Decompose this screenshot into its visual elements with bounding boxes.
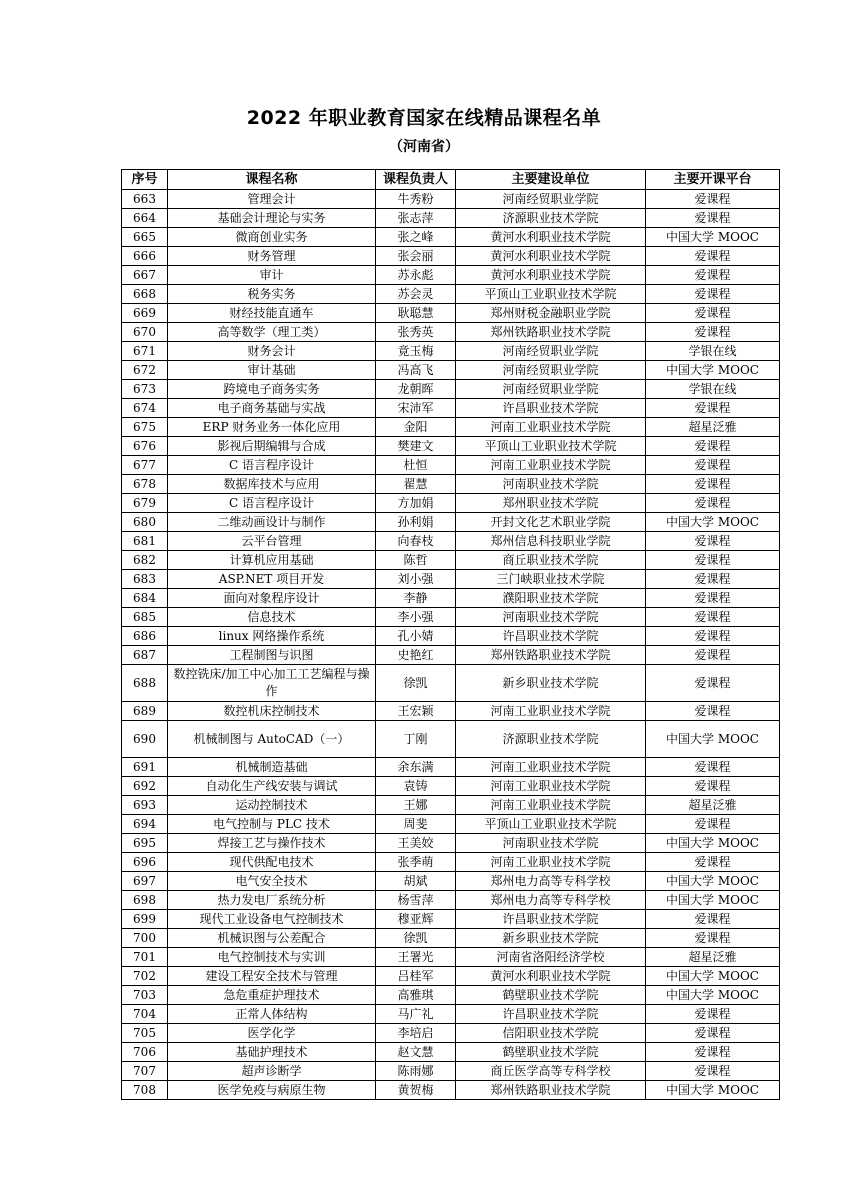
table-row: [122, 399, 780, 418]
cell-platform: 爱课程: [646, 266, 780, 285]
cell-course-lead: 史艳红: [376, 646, 456, 665]
cell-institution: 许昌职业技术学院: [456, 399, 646, 418]
cell-institution: 三门峡职业技术学院: [456, 570, 646, 589]
cell-institution: 开封文化艺术职业学院: [456, 513, 646, 532]
cell-course-lead: 丁刚: [376, 721, 456, 758]
cell-course-name: 电气控制与 PLC 技术: [168, 815, 376, 834]
table-row: [122, 475, 780, 494]
cell-institution: 黄河水利职业技术学院: [456, 247, 646, 266]
table-row: [122, 532, 780, 551]
table-row: [122, 266, 780, 285]
cell-institution: 济源职业技术学院: [456, 721, 646, 758]
cell-institution: 平顶山工业职业技术学院: [456, 285, 646, 304]
cell-index: 679: [122, 494, 168, 513]
cell-index: 700: [122, 929, 168, 948]
table-row: [122, 646, 780, 665]
cell-course-lead: 徐凯: [376, 665, 456, 702]
header-index: 序号: [122, 170, 168, 190]
table-row: [122, 304, 780, 323]
cell-course-lead: 张季萌: [376, 853, 456, 872]
cell-course-name: 财务管理: [168, 247, 376, 266]
cell-course-name: 高等数学（理工类）: [168, 323, 376, 342]
cell-platform: 爱课程: [646, 665, 780, 702]
cell-index: 682: [122, 551, 168, 570]
cell-platform: 爱课程: [646, 777, 780, 796]
cell-index: 671: [122, 342, 168, 361]
cell-course-name: 医学免疫与病原生物: [168, 1081, 376, 1100]
table-row: [122, 834, 780, 853]
cell-index: 690: [122, 721, 168, 758]
table-row: [122, 418, 780, 437]
cell-institution: 黄河水利职业技术学院: [456, 967, 646, 986]
cell-platform: 爱课程: [646, 1024, 780, 1043]
table-row: [122, 608, 780, 627]
cell-course-lead: 龙朝晖: [376, 380, 456, 399]
cell-index: 669: [122, 304, 168, 323]
cell-platform: 爱课程: [646, 190, 780, 209]
table-row: [122, 342, 780, 361]
cell-index: 677: [122, 456, 168, 475]
cell-platform: 爱课程: [646, 456, 780, 475]
cell-index: 683: [122, 570, 168, 589]
cell-course-lead: 陈雨娜: [376, 1062, 456, 1081]
cell-institution: 河南经贸职业学院: [456, 380, 646, 399]
cell-course-name: 数控铣床/加工中心加工工艺编程与操作: [168, 665, 376, 702]
cell-index: 667: [122, 266, 168, 285]
cell-course-lead: 李培启: [376, 1024, 456, 1043]
cell-institution: 濮阳职业技术学院: [456, 589, 646, 608]
cell-institution: 商丘职业技术学院: [456, 551, 646, 570]
cell-course-name: 影视后期编辑与合成: [168, 437, 376, 456]
cell-platform: 中国大学 MOOC: [646, 967, 780, 986]
cell-course-lead: 杜恒: [376, 456, 456, 475]
cell-course-name: 现代工业设备电气控制技术: [168, 910, 376, 929]
cell-institution: 河南经贸职业学院: [456, 342, 646, 361]
cell-institution: 黄河水利职业技术学院: [456, 228, 646, 247]
cell-institution: 郑州职业技术学院: [456, 494, 646, 513]
cell-platform: 爱课程: [646, 702, 780, 721]
cell-platform: 超星泛雅: [646, 418, 780, 437]
cell-platform: 爱课程: [646, 1043, 780, 1062]
cell-course-lead: 冯高飞: [376, 361, 456, 380]
cell-institution: 河南经贸职业学院: [456, 361, 646, 380]
cell-platform: 爱课程: [646, 1062, 780, 1081]
cell-course-lead: 苏会灵: [376, 285, 456, 304]
cell-course-lead: 翟慧: [376, 475, 456, 494]
cell-index: 688: [122, 665, 168, 702]
table-row: [122, 285, 780, 304]
table-row: [122, 891, 780, 910]
cell-course-lead: 李静: [376, 589, 456, 608]
cell-institution: 鹤壁职业技术学院: [456, 986, 646, 1005]
cell-platform: 中国大学 MOOC: [646, 891, 780, 910]
header-platform: 主要开课平台: [646, 170, 780, 190]
cell-course-lead: 赵文慧: [376, 1043, 456, 1062]
cell-index: 707: [122, 1062, 168, 1081]
cell-index: 663: [122, 190, 168, 209]
page-title: 2022 年职业教育国家在线精品课程名单: [246, 107, 602, 129]
cell-institution: 黄河水利职业技术学院: [456, 266, 646, 285]
cell-platform: 爱课程: [646, 646, 780, 665]
cell-course-name: 热力发电厂系统分析: [168, 891, 376, 910]
cell-course-name: 建设工程安全技术与管理: [168, 967, 376, 986]
cell-course-lead: 吕桂军: [376, 967, 456, 986]
cell-institution: 河南职业技术学院: [456, 475, 646, 494]
cell-index: 698: [122, 891, 168, 910]
cell-course-lead: 高雅琪: [376, 986, 456, 1005]
cell-course-name: 正常人体结构: [168, 1005, 376, 1024]
cell-course-name: 云平台管理: [168, 532, 376, 551]
cell-platform: 学银在线: [646, 342, 780, 361]
cell-platform: 爱课程: [646, 247, 780, 266]
cell-course-lead: 苏永彪: [376, 266, 456, 285]
cell-index: 685: [122, 608, 168, 627]
cell-index: 703: [122, 986, 168, 1005]
table-row: [122, 627, 780, 646]
table-row: [122, 1005, 780, 1024]
table-row: [122, 551, 780, 570]
cell-course-name: 跨境电子商务实务: [168, 380, 376, 399]
cell-index: 676: [122, 437, 168, 456]
cell-course-name: 数控机床控制技术: [168, 702, 376, 721]
cell-course-name: 工程制图与识图: [168, 646, 376, 665]
cell-course-lead: 刘小强: [376, 570, 456, 589]
cell-course-lead: 陈哲: [376, 551, 456, 570]
cell-course-name: 基础护理技术: [168, 1043, 376, 1062]
cell-course-lead: 王宏颖: [376, 702, 456, 721]
table-header-row: [122, 170, 780, 190]
cell-institution: 信阳职业技术学院: [456, 1024, 646, 1043]
table-row: [122, 247, 780, 266]
cell-institution: 河南工业职业技术学院: [456, 796, 646, 815]
cell-institution: 河南经贸职业学院: [456, 190, 646, 209]
cell-course-lead: 王娜: [376, 796, 456, 815]
cell-course-name: linux 网络操作系统: [168, 627, 376, 646]
cell-institution: 河南工业职业技术学院: [456, 456, 646, 475]
table-row: [122, 702, 780, 721]
cell-course-name: 信息技术: [168, 608, 376, 627]
cell-institution: 郑州财税金融职业学院: [456, 304, 646, 323]
cell-index: 670: [122, 323, 168, 342]
cell-institution: 郑州电力高等专科学校: [456, 891, 646, 910]
cell-index: 665: [122, 228, 168, 247]
cell-index: 696: [122, 853, 168, 872]
cell-platform: 中国大学 MOOC: [646, 361, 780, 380]
cell-institution: 河南工业职业技术学院: [456, 853, 646, 872]
cell-course-lead: 李小强: [376, 608, 456, 627]
cell-index: 702: [122, 967, 168, 986]
cell-course-lead: 周斐: [376, 815, 456, 834]
page-subtitle: （河南省）: [389, 139, 459, 155]
cell-institution: 河南工业职业技术学院: [456, 777, 646, 796]
cell-course-name: ERP 财务业务一体化应用: [168, 418, 376, 437]
cell-course-lead: 袁铸: [376, 777, 456, 796]
cell-index: 706: [122, 1043, 168, 1062]
cell-course-lead: 竟玉梅: [376, 342, 456, 361]
cell-platform: 爱课程: [646, 815, 780, 834]
table-row: [122, 815, 780, 834]
cell-institution: 许昌职业技术学院: [456, 627, 646, 646]
table-row: [122, 1043, 780, 1062]
table-row: [122, 437, 780, 456]
table-row: [122, 929, 780, 948]
cell-institution: 新乡职业技术学院: [456, 929, 646, 948]
cell-index: 694: [122, 815, 168, 834]
cell-platform: 爱课程: [646, 1005, 780, 1024]
cell-course-name: 机械制图与 AutoCAD（一）: [168, 721, 376, 758]
cell-platform: 爱课程: [646, 209, 780, 228]
table-row: [122, 986, 780, 1005]
cell-institution: 鹤壁职业技术学院: [456, 1043, 646, 1062]
table-row: [122, 1062, 780, 1081]
cell-course-lead: 向春枝: [376, 532, 456, 551]
cell-course-name: 焊接工艺与操作技术: [168, 834, 376, 853]
cell-institution: 许昌职业技术学院: [456, 1005, 646, 1024]
cell-course-name: 超声诊断学: [168, 1062, 376, 1081]
cell-index: 664: [122, 209, 168, 228]
cell-course-lead: 牛秀粉: [376, 190, 456, 209]
cell-institution: 河南工业职业技术学院: [456, 702, 646, 721]
cell-platform: 爱课程: [646, 929, 780, 948]
cell-course-lead: 穆亚辉: [376, 910, 456, 929]
cell-course-lead: 金阳: [376, 418, 456, 437]
cell-course-name: 自动化生产线安装与调试: [168, 777, 376, 796]
cell-course-lead: 张秀英: [376, 323, 456, 342]
cell-institution: 河南省洛阳经济学校: [456, 948, 646, 967]
cell-course-name: 财务会计: [168, 342, 376, 361]
cell-institution: 河南职业技术学院: [456, 834, 646, 853]
cell-institution: 平顶山工业职业技术学院: [456, 437, 646, 456]
cell-index: 674: [122, 399, 168, 418]
cell-course-lead: 徐凯: [376, 929, 456, 948]
cell-course-name: ASP.NET 项目开发: [168, 570, 376, 589]
cell-institution: 河南工业职业技术学院: [456, 758, 646, 777]
cell-course-name: 机械识图与公差配合: [168, 929, 376, 948]
cell-course-lead: 王美姣: [376, 834, 456, 853]
cell-platform: 中国大学 MOOC: [646, 834, 780, 853]
table-row: [122, 948, 780, 967]
table-row: [122, 872, 780, 891]
cell-platform: 爱课程: [646, 627, 780, 646]
cell-institution: 许昌职业技术学院: [456, 910, 646, 929]
cell-platform: 爱课程: [646, 570, 780, 589]
cell-institution: 河南工业职业技术学院: [456, 418, 646, 437]
cell-platform: 爱课程: [646, 608, 780, 627]
cell-index: 666: [122, 247, 168, 266]
cell-platform: 爱课程: [646, 532, 780, 551]
cell-course-name: 基础会计理论与实务: [168, 209, 376, 228]
cell-index: 693: [122, 796, 168, 815]
cell-course-name: 管理会计: [168, 190, 376, 209]
cell-platform: 中国大学 MOOC: [646, 1081, 780, 1100]
cell-platform: 中国大学 MOOC: [646, 872, 780, 891]
cell-course-name: 审计: [168, 266, 376, 285]
cell-index: 684: [122, 589, 168, 608]
cell-institution: 郑州信息科技职业学院: [456, 532, 646, 551]
cell-course-name: 急危重症护理技术: [168, 986, 376, 1005]
cell-institution: 济源职业技术学院: [456, 209, 646, 228]
cell-platform: 中国大学 MOOC: [646, 986, 780, 1005]
cell-course-name: 审计基础: [168, 361, 376, 380]
cell-course-lead: 樊建文: [376, 437, 456, 456]
cell-index: 673: [122, 380, 168, 399]
table-row: [122, 853, 780, 872]
cell-course-name: 微商创业实务: [168, 228, 376, 247]
table-row: [122, 209, 780, 228]
cell-index: 691: [122, 758, 168, 777]
cell-index: 708: [122, 1081, 168, 1100]
cell-index: 672: [122, 361, 168, 380]
table-row: [122, 361, 780, 380]
cell-index: 686: [122, 627, 168, 646]
header-institution: 主要建设单位: [456, 170, 646, 190]
table-row: [122, 721, 780, 758]
cell-course-lead: 王署光: [376, 948, 456, 967]
cell-course-lead: 张之峰: [376, 228, 456, 247]
cell-platform: 爱课程: [646, 475, 780, 494]
cell-index: 675: [122, 418, 168, 437]
cell-platform: 学银在线: [646, 380, 780, 399]
cell-index: 699: [122, 910, 168, 929]
cell-platform: 爱课程: [646, 910, 780, 929]
cell-course-lead: 方加娟: [376, 494, 456, 513]
cell-platform: 爱课程: [646, 399, 780, 418]
cell-index: 701: [122, 948, 168, 967]
cell-index: 678: [122, 475, 168, 494]
table-row: [122, 190, 780, 209]
cell-index: 695: [122, 834, 168, 853]
cell-course-name: 财经技能直通车: [168, 304, 376, 323]
table-row: [122, 967, 780, 986]
cell-index: 680: [122, 513, 168, 532]
cell-index: 692: [122, 777, 168, 796]
table-row: [122, 323, 780, 342]
cell-course-lead: 马广礼: [376, 1005, 456, 1024]
cell-institution: 河南职业技术学院: [456, 608, 646, 627]
cell-institution: 郑州铁路职业技术学院: [456, 1081, 646, 1100]
cell-institution: 郑州铁路职业技术学院: [456, 646, 646, 665]
cell-index: 668: [122, 285, 168, 304]
cell-index: 681: [122, 532, 168, 551]
cell-platform: 爱课程: [646, 304, 780, 323]
cell-platform: 中国大学 MOOC: [646, 721, 780, 758]
table-row: [122, 380, 780, 399]
cell-course-lead: 宋沛军: [376, 399, 456, 418]
table-row: [122, 228, 780, 247]
table-body: [122, 190, 780, 1100]
header-course-name: 课程名称: [168, 170, 376, 190]
cell-course-lead: 黄贺梅: [376, 1081, 456, 1100]
table-row: [122, 1024, 780, 1043]
cell-course-name: 计算机应用基础: [168, 551, 376, 570]
cell-course-name: C 语言程序设计: [168, 494, 376, 513]
cell-course-lead: 杨雪萍: [376, 891, 456, 910]
cell-index: 687: [122, 646, 168, 665]
table-row: [122, 665, 780, 702]
cell-platform: 爱课程: [646, 494, 780, 513]
table-row: [122, 777, 780, 796]
cell-institution: 郑州铁路职业技术学院: [456, 323, 646, 342]
table-row: [122, 910, 780, 929]
cell-index: 704: [122, 1005, 168, 1024]
cell-course-name: 面向对象程序设计: [168, 589, 376, 608]
cell-institution: 郑州电力高等专科学校: [456, 872, 646, 891]
cell-index: 697: [122, 872, 168, 891]
cell-index: 705: [122, 1024, 168, 1043]
course-table: [121, 169, 780, 1100]
cell-course-lead: 张志萍: [376, 209, 456, 228]
cell-platform: 超星泛雅: [646, 948, 780, 967]
cell-course-lead: 余东满: [376, 758, 456, 777]
cell-course-name: C 语言程序设计: [168, 456, 376, 475]
cell-platform: 爱课程: [646, 551, 780, 570]
cell-course-lead: 孔小婧: [376, 627, 456, 646]
cell-platform: 爱课程: [646, 437, 780, 456]
cell-platform: 中国大学 MOOC: [646, 513, 780, 532]
cell-platform: 爱课程: [646, 285, 780, 304]
cell-course-name: 现代供配电技术: [168, 853, 376, 872]
cell-course-name: 电气控制技术与实训: [168, 948, 376, 967]
cell-institution: 新乡职业技术学院: [456, 665, 646, 702]
cell-course-name: 税务实务: [168, 285, 376, 304]
table-row: [122, 494, 780, 513]
cell-course-name: 医学化学: [168, 1024, 376, 1043]
cell-institution: 平顶山工业职业技术学院: [456, 815, 646, 834]
cell-course-name: 电子商务基础与实战: [168, 399, 376, 418]
cell-course-name: 数据库技术与应用: [168, 475, 376, 494]
cell-platform: 爱课程: [646, 323, 780, 342]
cell-course-lead: 孙利娟: [376, 513, 456, 532]
cell-platform: 中国大学 MOOC: [646, 228, 780, 247]
table-row: [122, 758, 780, 777]
table-row: [122, 513, 780, 532]
cell-course-name: 二维动画设计与制作: [168, 513, 376, 532]
cell-course-lead: 胡斌: [376, 872, 456, 891]
cell-course-lead: 张会丽: [376, 247, 456, 266]
table-row: [122, 1081, 780, 1100]
table-row: [122, 589, 780, 608]
cell-course-name: 运动控制技术: [168, 796, 376, 815]
cell-platform: 爱课程: [646, 758, 780, 777]
cell-institution: 商丘医学高等专科学校: [456, 1062, 646, 1081]
cell-platform: 爱课程: [646, 853, 780, 872]
cell-platform: 爱课程: [646, 589, 780, 608]
cell-index: 689: [122, 702, 168, 721]
cell-platform: 超星泛雅: [646, 796, 780, 815]
table-row: [122, 570, 780, 589]
table-row: [122, 456, 780, 475]
cell-course-name: 机械制造基础: [168, 758, 376, 777]
cell-course-name: 电气安全技术: [168, 872, 376, 891]
header-course-lead: 课程负责人: [376, 170, 456, 190]
table-row: [122, 796, 780, 815]
cell-course-lead: 耿聪慧: [376, 304, 456, 323]
